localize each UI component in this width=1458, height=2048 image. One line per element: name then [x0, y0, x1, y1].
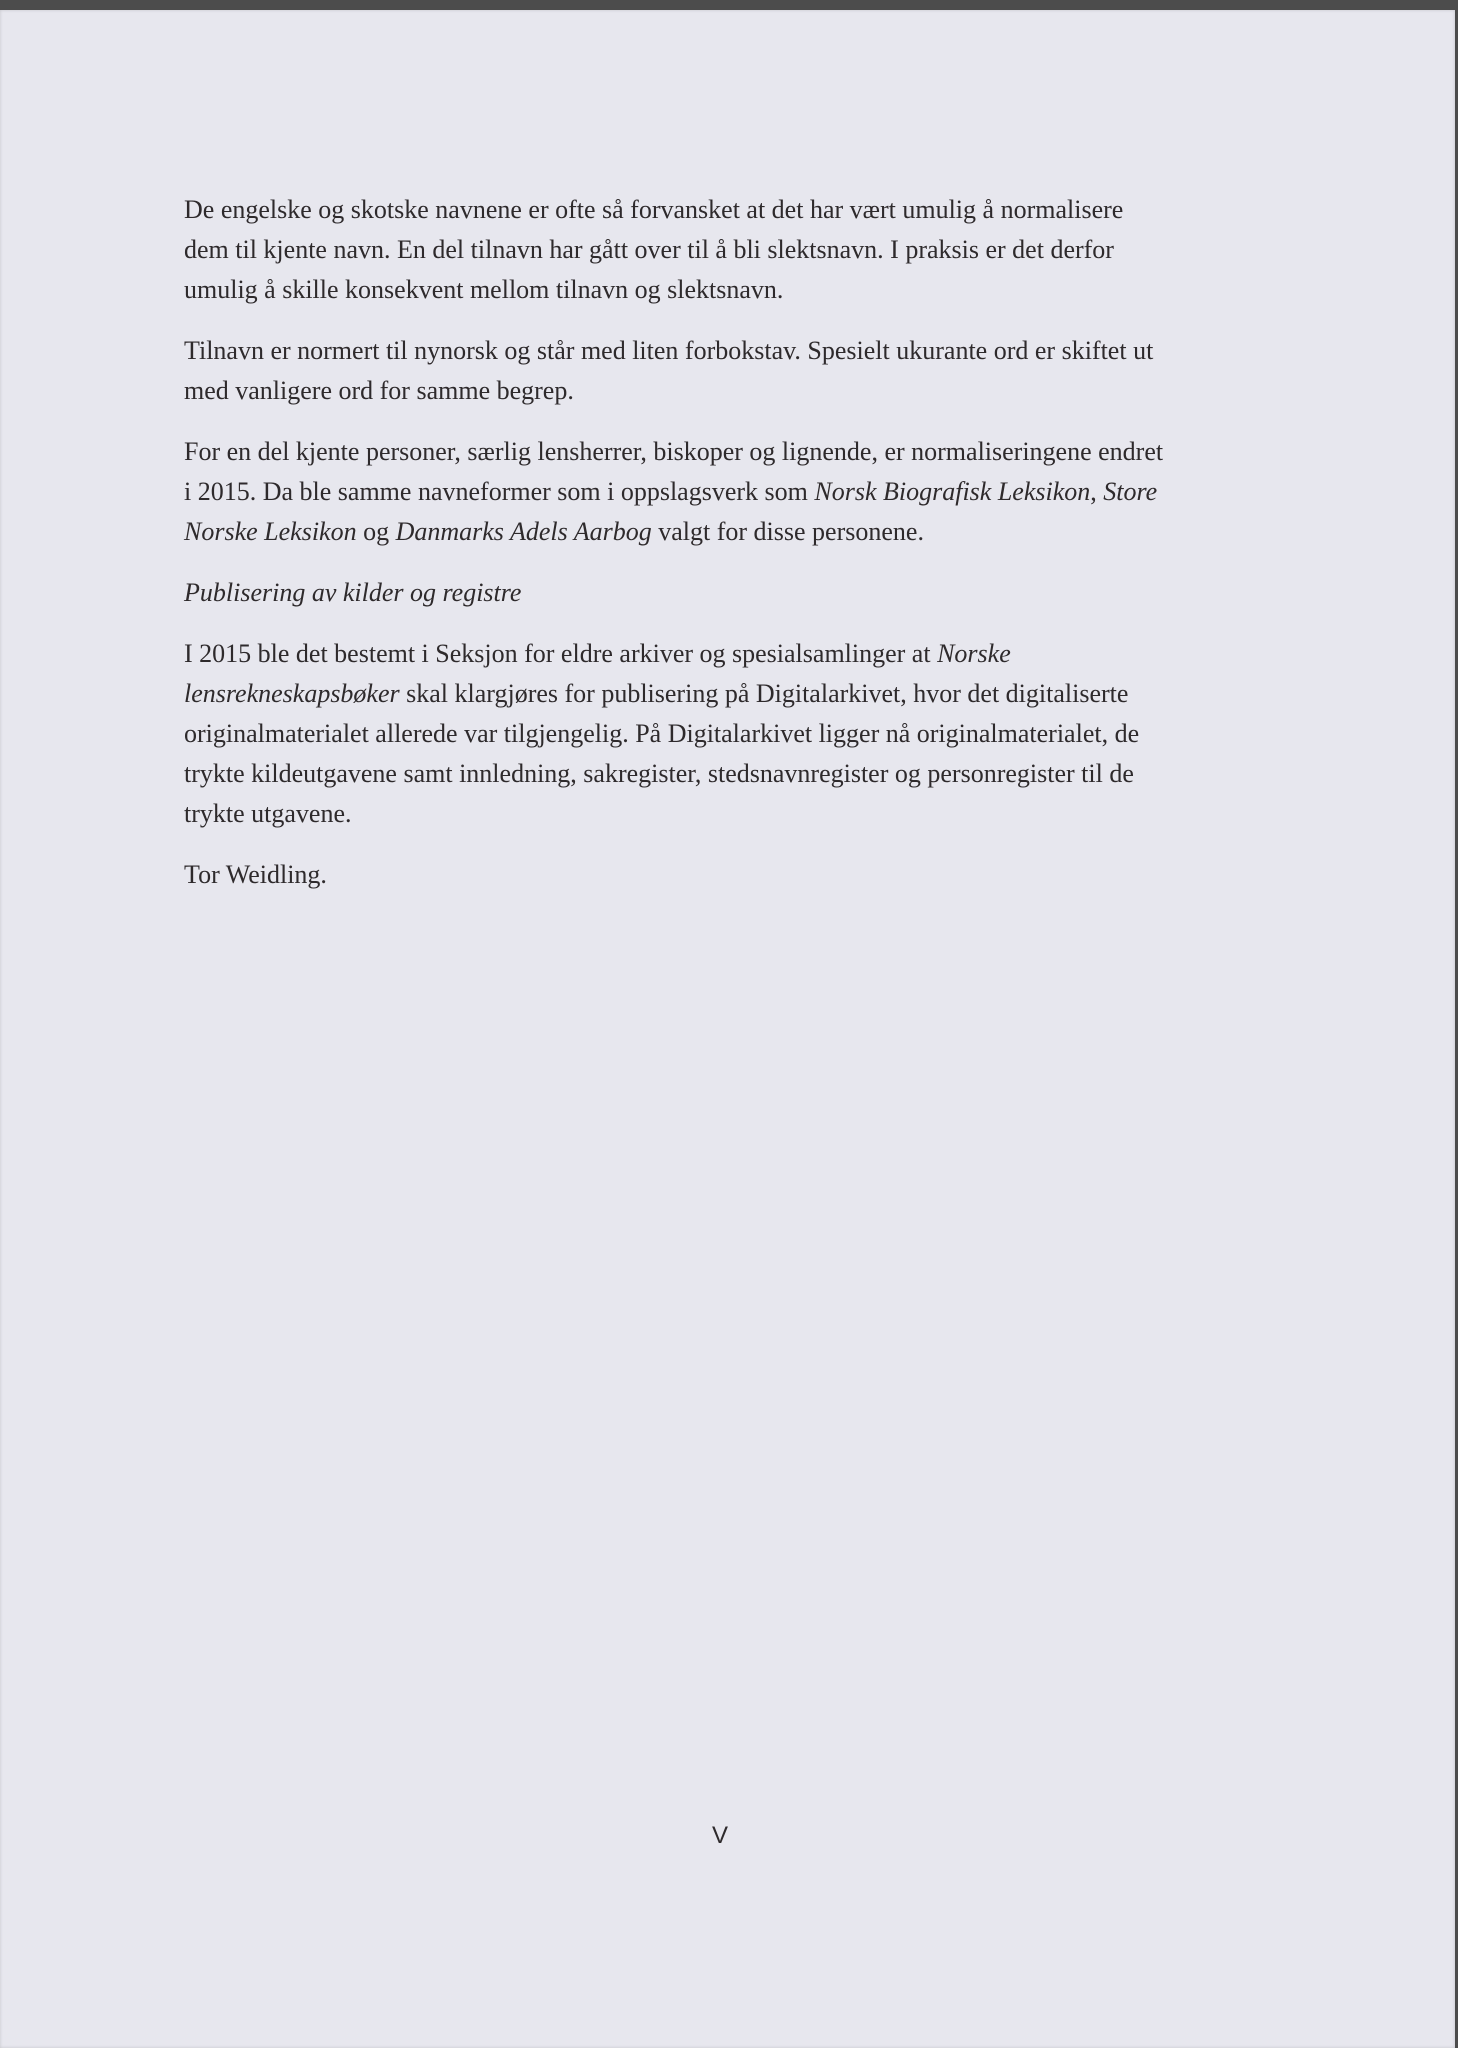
- text-line: dem til kjente navn. En del tilnavn har gått over til å bli slektsnavn. I praksis er det derfor: [184, 235, 1114, 264]
- text-line: umulig å skille konsekvent mellom tilnavn og slektsnavn.: [184, 275, 784, 304]
- section-heading: Publisering av kilder og registre: [184, 578, 522, 607]
- paragraph-name-normalization: [184, 190, 1274, 310]
- text-line: [184, 472, 1274, 512]
- text-run: og: [356, 517, 396, 546]
- reference-title: Store: [1103, 477, 1158, 506]
- text-line: For en del kjente personer, særlig lensherrer, biskoper og lignende, er normaliseringene endret: [184, 437, 1164, 466]
- reference-title: lensrekneskapsbøker: [184, 679, 400, 708]
- text-line: [184, 512, 1274, 552]
- text-line: trykte utgavene.: [184, 799, 352, 828]
- reference-title: Danmarks Adels Aarbog: [395, 517, 652, 546]
- reference-title: Norske Leksikon: [184, 517, 357, 546]
- text-line: Tilnavn er normert til nynorsk og står med liten forbokstav. Spesielt ukurante ord er skiftet ut: [184, 336, 1154, 365]
- reference-title: Norske: [937, 639, 1011, 668]
- paragraph-nicknames: [184, 331, 1274, 411]
- text-line: [184, 634, 1274, 674]
- text-run: ,: [1090, 477, 1104, 506]
- paragraph-known-persons: [184, 432, 1274, 552]
- document-page: [0, 10, 1455, 2048]
- page-number: V: [711, 1822, 728, 1849]
- text-line: originalmaterialet allerede var tilgjengelig. På Digitalarkivet ligger nå originalmaterialet, de: [184, 719, 1140, 748]
- reference-title: Norsk Biografisk Leksikon: [814, 477, 1091, 506]
- text-run: valgt for disse personene.: [651, 517, 924, 546]
- page-body: [184, 190, 1274, 916]
- text-line: De engelske og skotske navnene er ofte så forvansket at det har vært umulig å normalisere: [184, 195, 1124, 224]
- text-run: i 2015. Da ble samme navneformer som i oppslagsverk som: [184, 477, 815, 506]
- paragraph-publication: [184, 634, 1274, 834]
- text-run: I 2015 ble det bestemt i Seksjon for eldre arkiver og spesialsamlinger at: [184, 639, 938, 668]
- text-line: med vanligere ord for samme begrep.: [184, 376, 574, 405]
- text-line: [184, 674, 1274, 714]
- text-run: skal klargjøres for publisering på Digitalarkivet, hvor det digitaliserte: [399, 679, 1129, 708]
- author-signature: Tor Weidling.: [184, 860, 327, 889]
- text-line: trykte kildeutgavene samt innledning, sakregister, stedsnavnregister og personregister til de: [184, 759, 1134, 788]
